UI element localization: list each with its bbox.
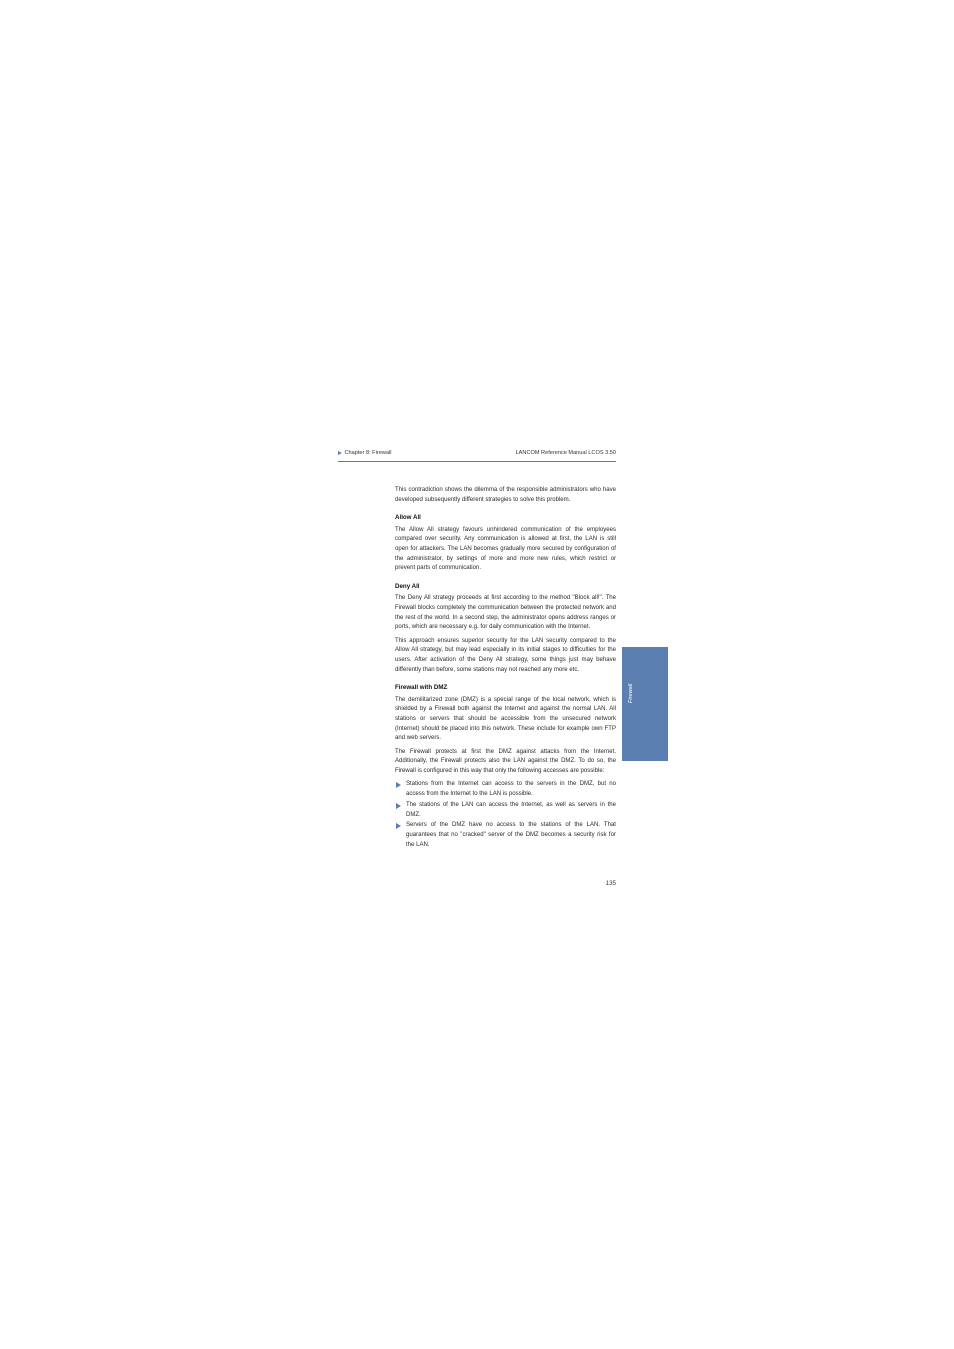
deny-all-paragraph-1: The Deny All strategy proceeds at first according to the method "Block all!". The Firewall blocks completely the communication between the protected network and the rest of the world. In a second step, the administrator opens address ranges or ports, which are necessary e.g. for daily communication with the Internet.	[395, 595, 616, 631]
page-number: 135	[605, 880, 616, 887]
bullet-arrow-icon	[396, 823, 401, 829]
firewall-dmz-paragraph-1: The demilitarized zone (DMZ) is a special range of the local network, which is shielded by a Firewall both against the Internet and against the normal LAN. All stations or servers that should be accessible from the unsecured network (Internet) should be placed into this network. These include for example own FTP and web servers.	[395, 696, 616, 742]
list-item	[395, 780, 616, 799]
page-content	[395, 486, 616, 852]
side-tab-label: Firewall	[628, 683, 634, 703]
running-header	[338, 450, 616, 462]
bullet-arrow-icon	[396, 782, 401, 788]
header-chapter	[338, 450, 391, 456]
list-item-text: The stations of the LAN can access the Internet, as well as servers in the DMZ.	[406, 801, 616, 818]
chapter-arrow-icon	[338, 451, 342, 455]
firewall-dmz-heading: Firewall with DMZ	[395, 683, 448, 691]
deny-all-heading: Deny All	[395, 582, 420, 590]
dmz-access-list	[395, 780, 616, 850]
list-item-text: Servers of the DMZ have no access to the stations of the LAN. That guarantees that no "cracked" server of the DMZ becomes a security risk for the LAN.	[406, 822, 616, 848]
firewall-dmz-paragraph-2: The Firewall protects at first the DMZ against attacks from the Internet. Additionally, the Firewall protects also the LAN against the DMZ. To do so, the Firewall is configured in this way that only the following accesses are possible:	[395, 748, 616, 775]
intro-paragraph: This contradiction shows the dilemma of the responsible administrators who have developed subsequently different strategies to solve this problem.	[395, 487, 616, 503]
chapter-side-tab	[622, 647, 668, 761]
list-item	[395, 801, 616, 820]
list-item-text: Stations from the Internet can access to the servers in the DMZ, but no access from the Internet to the LAN is possible.	[406, 781, 616, 797]
allow-all-paragraph: The Allow All strategy favours unhindered communication of the employees compared over security. Any communication is allowed at first, the LAN is still open for attackers. The LAN becomes gradually more secured by configuration of the administrator, by settings of more and more new rules, which restrict or prevent parts of communication.	[395, 526, 616, 572]
list-item	[395, 821, 616, 850]
deny-all-paragraph-2: This approach ensures superior security for the LAN security compared to the Allow All strategy, but may lead especially in its initial stages to difficulties for the users. After activation of the Deny All strategy, some things just may behave differently than before, some stations may not reached any more etc.	[395, 637, 616, 673]
header-manual-title: LANCOM Reference Manual LCOS 3.50	[515, 450, 616, 456]
bullet-arrow-icon	[396, 803, 401, 809]
header-chapter-label: Chapter 8: Firewall	[344, 450, 392, 456]
allow-all-heading: Allow All	[395, 513, 421, 521]
